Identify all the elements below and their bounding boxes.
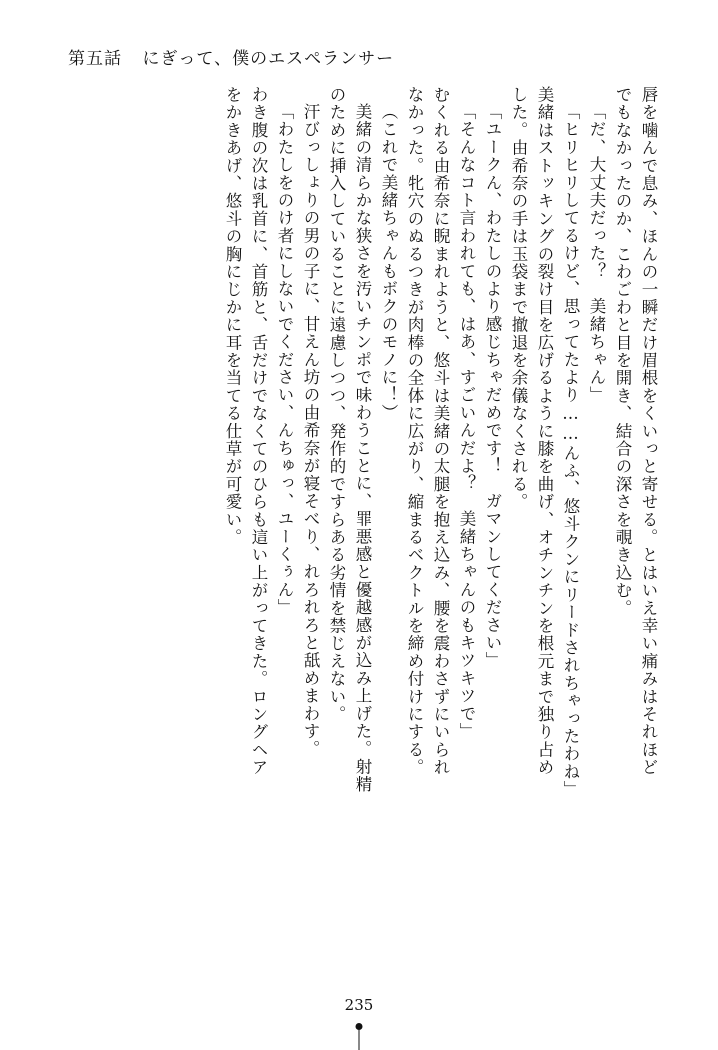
- text-line: した。由希奈の手は玉袋まで撤退を余儀なくされる。: [509, 86, 528, 511]
- chapter-header: [68, 44, 658, 69]
- text-line: をかきあげ、悠斗の胸にじかに耳を当てる仕草が可愛い。: [223, 86, 242, 547]
- text-line: なかった。牝穴のぬるつきが肉棒の全体に広がり、縮まるベクトルを締め付けにする。: [405, 86, 424, 777]
- text-line: 「そんなコト言われても、はあ、すごいんだよ？ 美緒ちゃんのもキツキツで」: [457, 103, 476, 741]
- text-line: のために挿入していることに遠慮しつつ、発作的ですらある劣情を禁じえない。: [327, 86, 346, 724]
- body-text: [60, 86, 656, 916]
- footer-dot-icon: [356, 1023, 363, 1030]
- text-line: 「わたしをのけ者にしないでください、んちゅっ、ユーくぅん」: [275, 103, 294, 617]
- page-number: 235: [344, 996, 374, 1014]
- text-line: （これで美緒ちゃんもボクのモノに！）: [379, 103, 398, 422]
- text-line: わき腹の次は乳首に、首筋と、舌だけでなくてのひらも這い上がってきた。ロングヘア: [249, 86, 268, 777]
- text-line: 「ヒリヒリしてるけど、思ってたより……んふ、悠斗クンにリードされちゃったわね」: [561, 103, 580, 799]
- chapter-title: にぎって、僕のエスペランサー: [142, 49, 395, 69]
- text-line: 「だ、大丈夫だった？ 美緒ちゃん」: [587, 103, 606, 404]
- text-line: 美緒はストッキングの裂け目を広げるように膝を曲げ、オチンチンを根元まで独り占め: [535, 86, 554, 777]
- footer-rule: [359, 1030, 360, 1050]
- chapter-number: 第五話: [68, 49, 122, 69]
- text-line: 汗びっしょりの男の子に、甘えん坊の由希奈が寝そべり、れろれろと舐めまわす。: [301, 103, 320, 758]
- text-line: でもなかったのか、こわごわと目を開き、結合の深さを覗き込む。: [613, 86, 632, 617]
- text-line: 唇を噛んで息み、ほんの一瞬だけ眉根をくいっと寄せる。とはいえ幸い痛みはそれほど: [639, 86, 658, 777]
- text-line: むくれる由希奈に睨まれようと、悠斗は美緒の太腿を抱え込み、腰を震わさずにいられ: [431, 86, 450, 777]
- text-line: 「ユークん、わたしのより感じちゃだめです！ ガマンしてください」: [483, 103, 502, 670]
- text-line: 美緒の清らかな狭さを汚いチンポで味わうことに、罪悪感と優越感が込み上げた。射精: [353, 103, 372, 794]
